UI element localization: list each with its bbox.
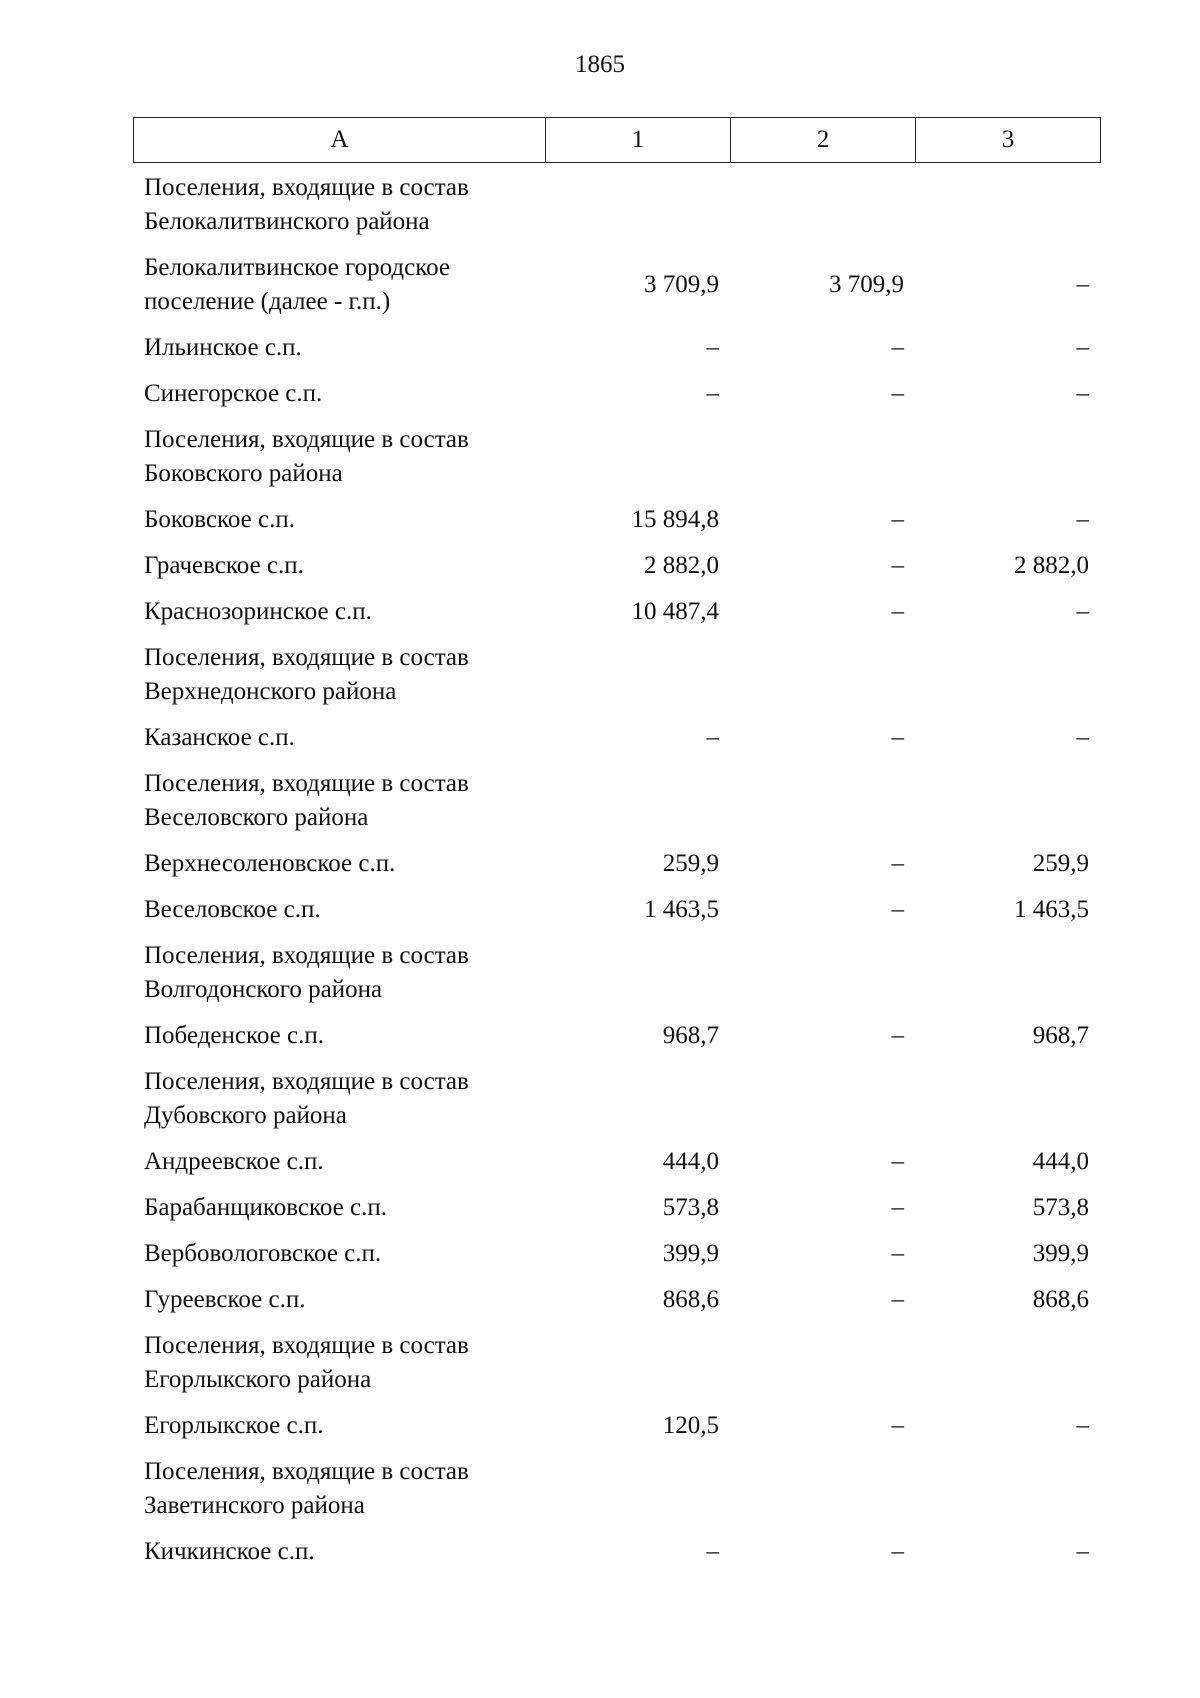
settlement-name-cell: Грачевское с.п. — [144, 552, 304, 579]
column-header-2: 2 — [731, 118, 916, 163]
value-col-1-cell — [545, 1059, 730, 1139]
value-col-3-cell: – — [1076, 598, 1089, 625]
settlement-name-cell: Казанское с.п. — [144, 724, 295, 751]
value-col-1-cell — [545, 635, 730, 715]
value-col-3-cell — [915, 1449, 1100, 1529]
value-col-3-cell: 968,7 — [1032, 1022, 1089, 1049]
settlement-name-cell: Гуреевское с.п. — [144, 1286, 306, 1313]
table-row — [133, 371, 1100, 417]
settlement-name-cell: Андреевское с.п. — [144, 1148, 324, 1175]
value-col-1-cell: 399,9 — [662, 1240, 719, 1267]
district-group-row — [133, 417, 1100, 497]
settlement-name-cell: Ильинское с.п. — [144, 334, 302, 361]
settlement-name-cell: Поселения, входящие в состав Заветинского района — [144, 1458, 469, 1519]
value-col-3-cell: 868,6 — [1032, 1286, 1089, 1313]
value-col-1-cell: 3 709,9 — [644, 271, 719, 298]
settlement-name-cell: Краснозоринское с.п. — [144, 598, 372, 625]
table-row — [133, 1139, 1100, 1185]
value-col-2-cell: – — [891, 850, 904, 877]
district-group-row — [133, 1323, 1100, 1403]
settlement-name-cell: Барабанщиковское с.п. — [144, 1194, 388, 1221]
settlement-name-cell: Боковское с.п. — [144, 506, 295, 533]
settlement-name-cell: Поселения, входящие в состав Белокалитвинского района — [144, 174, 469, 235]
table-row — [133, 715, 1100, 761]
settlement-name-cell: Поселения, входящие в состав Веселовского района — [144, 770, 469, 831]
value-col-3-cell: – — [1076, 380, 1089, 407]
value-col-3-cell: 2 882,0 — [1014, 552, 1089, 579]
district-group-row — [133, 165, 1100, 245]
value-col-1-cell — [545, 1449, 730, 1529]
table-body — [133, 165, 1100, 1575]
value-col-3-cell — [915, 417, 1100, 497]
value-col-2-cell: – — [891, 380, 904, 407]
value-col-2-cell — [730, 635, 915, 715]
page-number: 1865 — [575, 51, 625, 78]
table-row — [133, 1403, 1100, 1449]
value-col-3-cell — [915, 1059, 1100, 1139]
settlement-name-cell: Поселения, входящие в состав Волгодонского района — [144, 942, 469, 1003]
settlements-table — [133, 165, 1100, 1575]
value-col-3-cell — [915, 933, 1100, 1013]
value-col-1-cell — [545, 417, 730, 497]
value-col-2-cell: – — [891, 724, 904, 751]
district-group-row — [133, 1059, 1100, 1139]
value-col-1-cell: 573,8 — [662, 1194, 719, 1221]
district-group-row — [133, 761, 1100, 841]
settlement-name-cell: Кичкинское с.п. — [144, 1538, 315, 1565]
value-col-1-cell: 968,7 — [662, 1022, 719, 1049]
value-col-3-cell: 399,9 — [1032, 1240, 1089, 1267]
value-col-1-cell: 15 894,8 — [631, 506, 719, 533]
district-group-row — [133, 635, 1100, 715]
value-col-2-cell: – — [891, 1148, 904, 1175]
table-header — [133, 117, 1101, 163]
district-group-row — [133, 933, 1100, 1013]
table-row — [133, 245, 1100, 325]
table-row — [133, 589, 1100, 635]
table-row — [133, 1529, 1100, 1575]
value-col-1-cell: – — [706, 1538, 719, 1565]
value-col-2-cell: 3 709,9 — [829, 271, 904, 298]
value-col-3-cell: – — [1076, 724, 1089, 751]
table-row — [133, 1231, 1100, 1277]
value-col-1-cell: 10 487,4 — [631, 598, 719, 625]
value-col-2-cell — [730, 1059, 915, 1139]
table-row — [133, 1185, 1100, 1231]
header-row — [134, 118, 1101, 163]
value-col-1-cell: – — [706, 334, 719, 361]
value-col-1-cell: 444,0 — [662, 1148, 719, 1175]
table-row — [133, 1277, 1100, 1323]
value-col-2-cell: – — [891, 1194, 904, 1221]
settlement-name-cell: Поселения, входящие в состав Верхнедонского района — [144, 644, 469, 705]
table-row — [133, 841, 1100, 887]
settlement-name-cell: Вербовологовское с.п. — [144, 1240, 382, 1267]
value-col-1-cell: – — [706, 380, 719, 407]
value-col-1-cell — [545, 933, 730, 1013]
table-row — [133, 325, 1100, 371]
value-col-1-cell — [545, 165, 730, 245]
settlement-name-cell: Егорлыкское с.п. — [144, 1412, 324, 1439]
value-col-2-cell: – — [891, 1538, 904, 1565]
value-col-2-cell — [730, 417, 915, 497]
value-col-1-cell: 120,5 — [662, 1412, 719, 1439]
value-col-2-cell — [730, 761, 915, 841]
column-header-3: 3 — [916, 118, 1101, 163]
value-col-1-cell: 2 882,0 — [644, 552, 719, 579]
value-col-2-cell — [730, 165, 915, 245]
value-col-2-cell: – — [891, 598, 904, 625]
value-col-3-cell: – — [1076, 334, 1089, 361]
value-col-3-cell: – — [1076, 1412, 1089, 1439]
table-row — [133, 497, 1100, 543]
settlement-name-cell: Белокалитвинское городское поселение (далее - г.п.) — [144, 254, 450, 315]
table-row — [133, 887, 1100, 933]
value-col-3-cell: – — [1076, 1538, 1089, 1565]
district-group-row — [133, 1449, 1100, 1529]
value-col-2-cell: – — [891, 1240, 904, 1267]
value-col-3-cell: 573,8 — [1032, 1194, 1089, 1221]
value-col-3-cell: – — [1076, 506, 1089, 533]
value-col-3-cell — [915, 761, 1100, 841]
value-col-1-cell: 1 463,5 — [644, 896, 719, 923]
value-col-1-cell: 868,6 — [662, 1286, 719, 1313]
value-col-2-cell — [730, 1449, 915, 1529]
value-col-3-cell: – — [1076, 271, 1089, 298]
settlement-name-cell: Поселения, входящие в состав Боковского района — [144, 426, 469, 487]
column-header-a: А — [134, 118, 546, 163]
settlement-name-cell: Верхнесоленовское с.п. — [144, 850, 396, 877]
settlement-name-cell: Веселовское с.п. — [144, 896, 321, 923]
value-col-2-cell: – — [891, 334, 904, 361]
value-col-2-cell: – — [891, 896, 904, 923]
value-col-2-cell: – — [891, 552, 904, 579]
value-col-3-cell — [915, 635, 1100, 715]
value-col-2-cell: – — [891, 1022, 904, 1049]
value-col-3-cell — [915, 1323, 1100, 1403]
value-col-1-cell — [545, 761, 730, 841]
value-col-2-cell: – — [891, 1412, 904, 1439]
value-col-3-cell — [915, 165, 1100, 245]
value-col-1-cell: 259,9 — [662, 850, 719, 877]
column-header-1: 1 — [546, 118, 731, 163]
value-col-3-cell: 1 463,5 — [1014, 896, 1089, 923]
value-col-2-cell: – — [891, 506, 904, 533]
table-row — [133, 543, 1100, 589]
settlement-name-cell: Поселения, входящие в состав Егорлыкского района — [144, 1332, 469, 1393]
value-col-2-cell — [730, 933, 915, 1013]
settlement-name-cell: Победенское с.п. — [144, 1022, 325, 1049]
table-row — [133, 1013, 1100, 1059]
settlement-name-cell: Синегорское с.п. — [144, 380, 323, 407]
value-col-2-cell: – — [891, 1286, 904, 1313]
settlement-name-cell: Поселения, входящие в состав Дубовского района — [144, 1068, 469, 1129]
value-col-3-cell: 259,9 — [1032, 850, 1089, 877]
value-col-1-cell — [545, 1323, 730, 1403]
value-col-3-cell: 444,0 — [1032, 1148, 1089, 1175]
value-col-1-cell: – — [706, 724, 719, 751]
value-col-2-cell — [730, 1323, 915, 1403]
